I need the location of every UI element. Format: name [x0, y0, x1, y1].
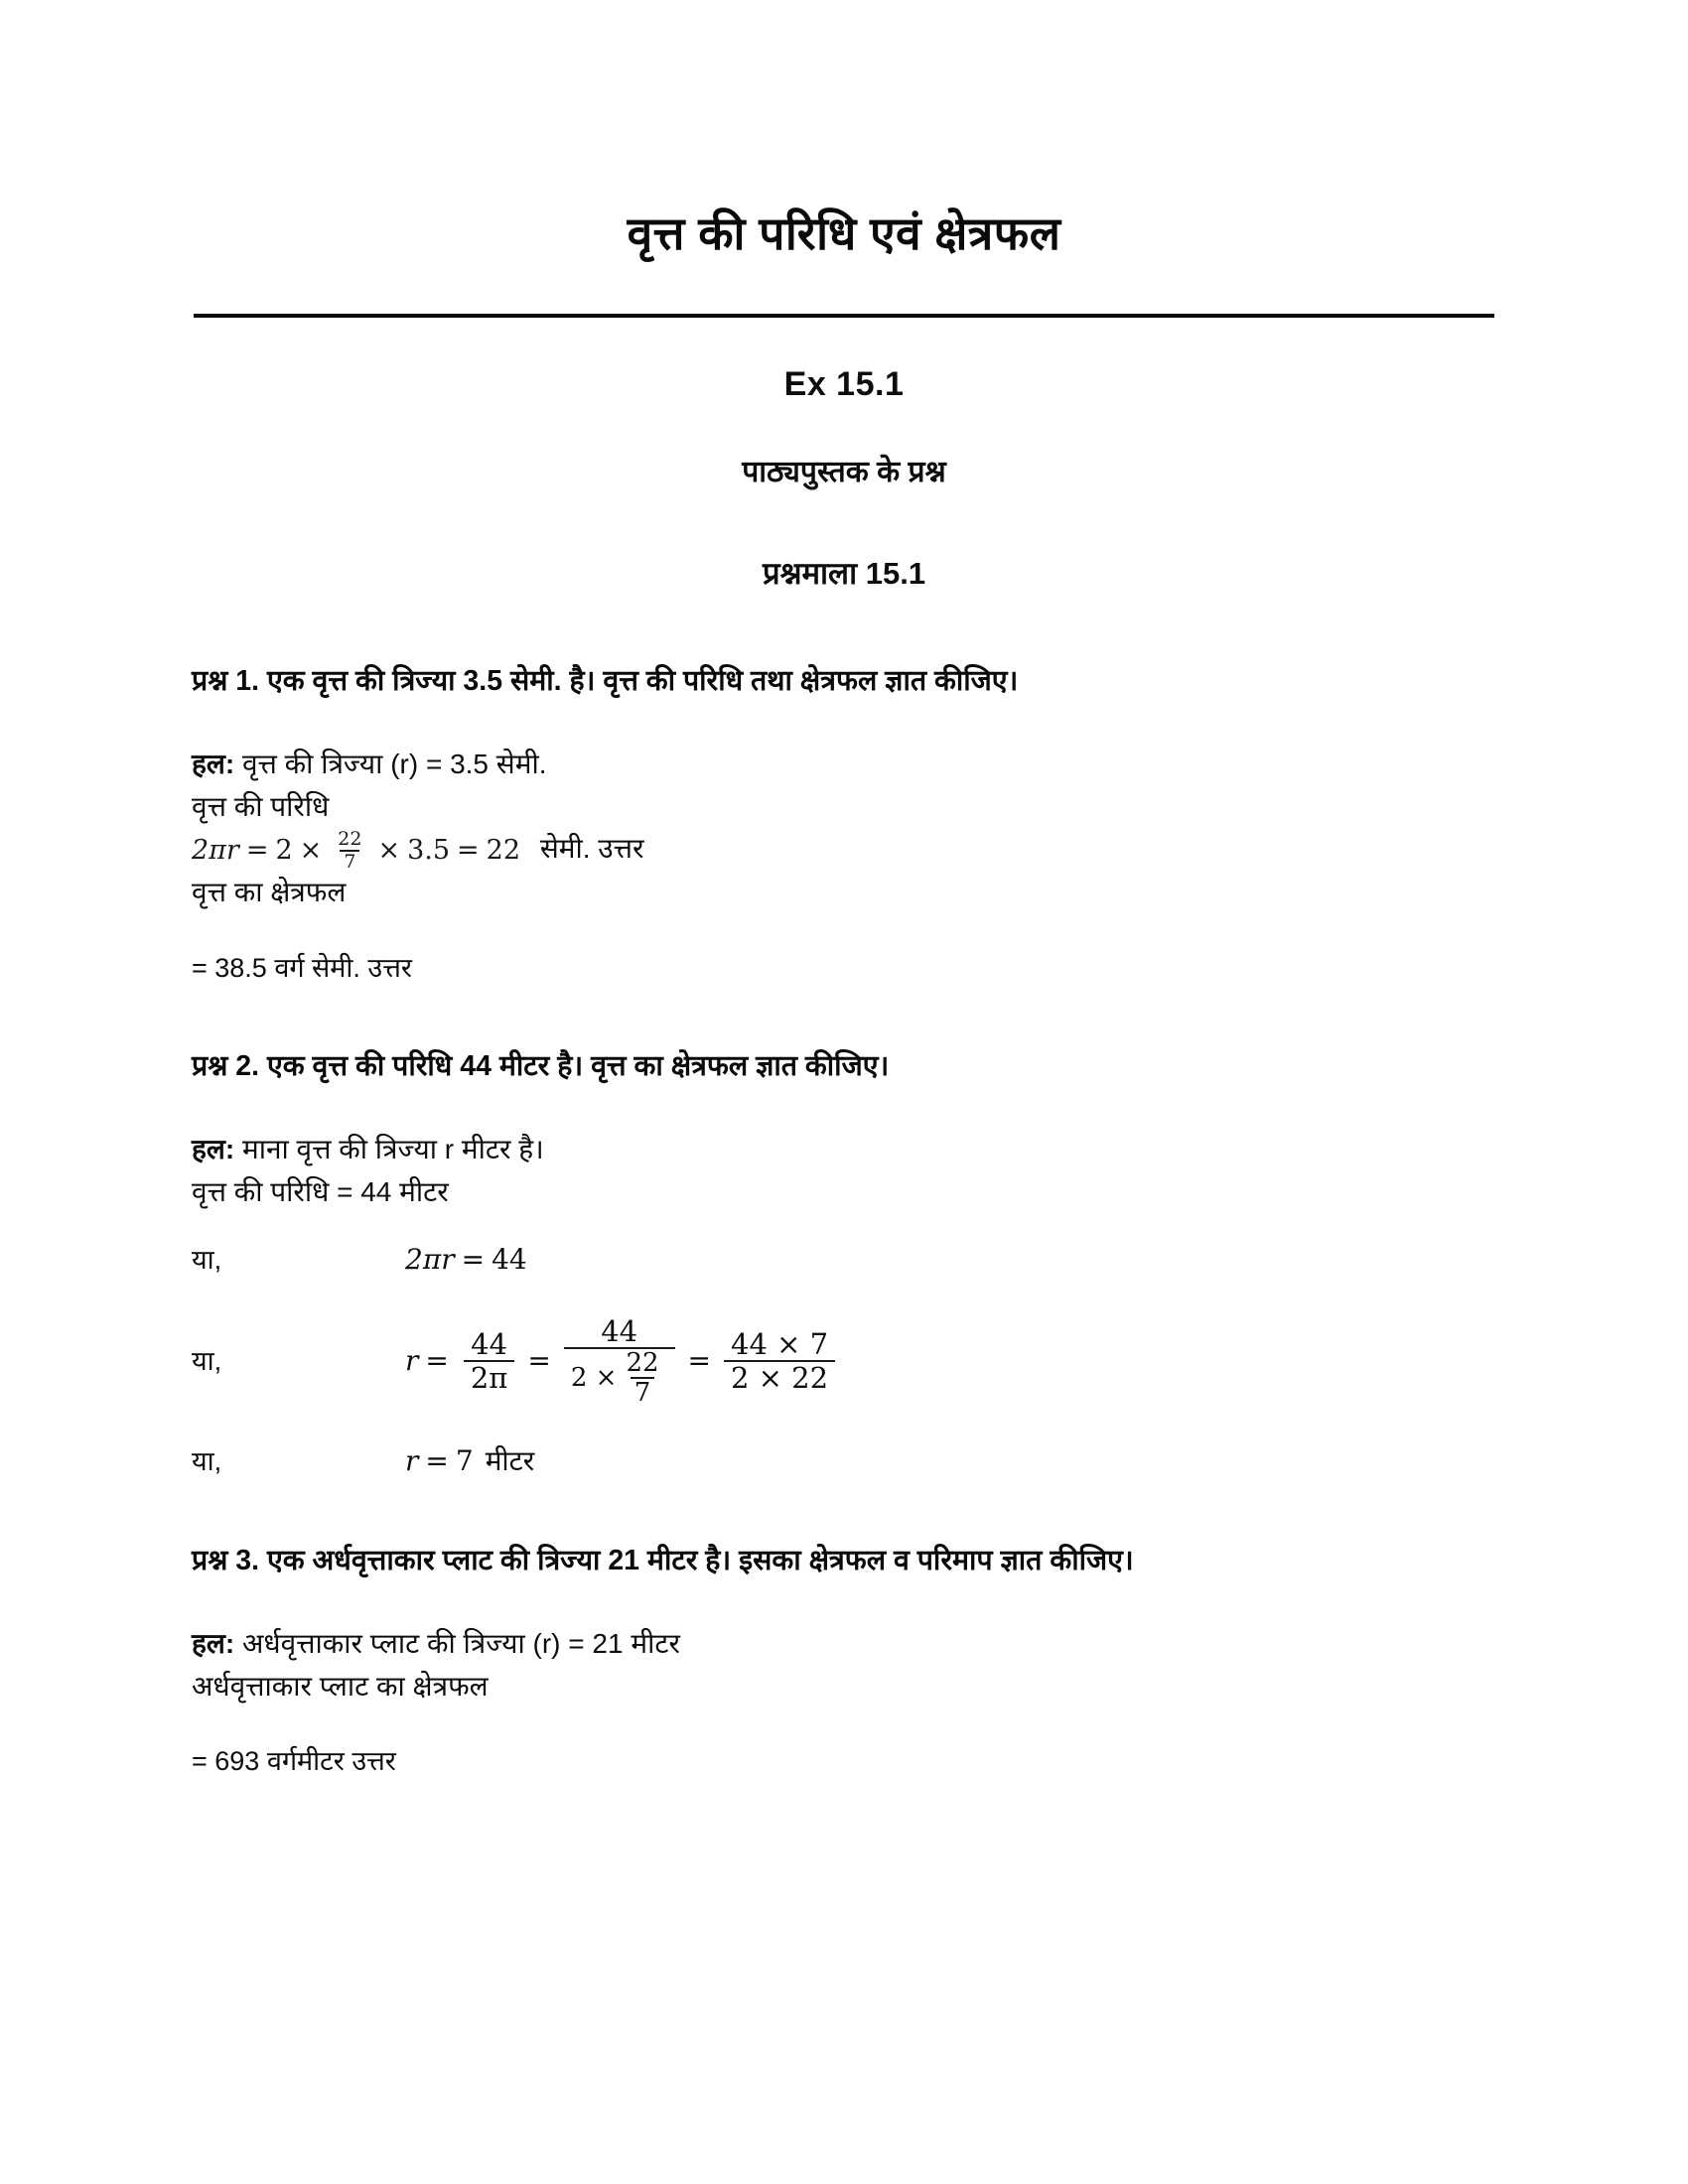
solution-given-line-1 — [192, 744, 1539, 786]
math-fraction-denominator-7: 7 — [340, 850, 359, 873]
eq2-fraction-44-over-2pi — [464, 1328, 515, 1395]
equation-expression-2-2 — [405, 1315, 843, 1408]
answer-line-3: = 693 वर्गमीटर उत्तर — [192, 1746, 396, 1777]
eq2-equals-3: = — [687, 1343, 711, 1377]
eq2-frac1-denominator: 2π — [464, 1360, 515, 1394]
exercise-header-block — [0, 365, 1688, 594]
eq2-frac2-numerator: 44 — [601, 1313, 638, 1348]
eq1-equals: = — [461, 1243, 486, 1277]
circumference-unit-1: सेमी. उत्तर — [539, 833, 644, 865]
eq1-rhs-44: 44 — [492, 1243, 527, 1277]
circumference-formula-1 — [192, 828, 1539, 872]
solution-given-2: माना वृत्त की त्रिज्या r मीटर है। — [241, 1134, 544, 1165]
math-equals-1: = — [245, 835, 269, 867]
equation-expression-2-3 — [405, 1440, 534, 1483]
solution-label-3: हल: — [192, 1628, 235, 1660]
exercise-heading: Ex 15.1 — [783, 364, 905, 403]
solution-block-1 — [192, 744, 1539, 989]
question-block-2 — [192, 1046, 1539, 1483]
questions-container — [192, 661, 1539, 1783]
eq2-nested-numerator-22: 22 — [626, 1348, 659, 1379]
eq2-nested-denominator-7: 7 — [631, 1377, 655, 1407]
question-prompt-3: प्रश्न 3. एक अर्धवृत्ताकार प्लाट की त्रिज्या 21 मीटर है। इसका क्षेत्रफल व परिमाप ज्ञात कीजिए। — [192, 1544, 1134, 1576]
eq2-frac2-denominator — [564, 1347, 675, 1407]
connector-ya-2: या, — [192, 1345, 222, 1376]
page-title: वृत्त की परिधि एवं क्षेत्रफल — [627, 206, 1061, 259]
question-prompt-2: प्रश्न 2. एक वृत्त की परिधि 44 मीटर है। वृत्त का क्षेत्रफल ज्ञात कीजिए। — [192, 1049, 890, 1082]
circumference-given-2: वृत्त की परिधि = 44 मीटर — [192, 1175, 449, 1207]
solution-given-line-3 — [192, 1623, 1539, 1666]
eq2-lhs-r: r — [405, 1343, 419, 1377]
connector-ya-3: या, — [192, 1446, 222, 1477]
question-prompt-1: प्रश्न 1. एक वृत्त की त्रिज्या 3.5 सेमी. है। वृत्त की परिधि तथा क्षेत्रफल ज्ञात कीजिए। — [192, 664, 1019, 697]
equation-row-2-3 — [192, 1440, 1539, 1483]
question-gap-2 — [192, 1483, 1539, 1541]
math-factor-2: 2 — [275, 835, 293, 867]
area-label-3: अर्धवृत्ताकार प्लाट का क्षेत्रफल — [192, 1670, 489, 1702]
solution-label-2: हल: — [192, 1134, 235, 1165]
math-equals-2: = — [457, 835, 480, 867]
solution-block-3 — [192, 1623, 1539, 1782]
eq3-rhs-7: 7 — [455, 1444, 474, 1478]
eq2-frac3-numerator: 44 × 7 — [731, 1326, 829, 1361]
solution-given-3: अर्धवृत्ताकार प्लाट की त्रिज्या (r) = 21 मीटर — [241, 1628, 680, 1660]
question-block-1 — [192, 661, 1539, 989]
solution-block-2 — [192, 1129, 1539, 1483]
eq1-lhs-2pir: 2πr — [405, 1243, 455, 1277]
equation-row-2-2 — [192, 1315, 1539, 1408]
math-result-22: 22 — [486, 835, 521, 867]
solution-label-1: हल: — [192, 749, 235, 780]
math-times-2: × — [377, 835, 401, 867]
equation-row-2-1 — [192, 1239, 1539, 1282]
eq3-equals: = — [425, 1444, 449, 1478]
eq2-frac3-denominator: 2 × 22 — [724, 1360, 835, 1394]
solution-given-1: वृत्त की त्रिज्या (r) = 3.5 सेमी. — [241, 749, 547, 780]
solution-given-line-2 — [192, 1129, 1539, 1171]
eq2-nested-fraction-22-over-7 — [622, 1349, 662, 1407]
equation-expression-2-1 — [405, 1239, 527, 1282]
math-radius-value: 3.5 — [407, 835, 451, 867]
math-fraction-22-over-7 — [334, 829, 365, 872]
question-set-heading: प्रश्नमाला 15.1 — [762, 555, 926, 591]
source-heading: पाठ्यपुस्तक के प्रश्न — [742, 455, 946, 488]
circumference-label-1: वृत्त की परिधि — [192, 790, 330, 822]
math-fraction-numerator-22: 22 — [338, 828, 362, 851]
eq2-fraction-44-over-2x22by7 — [564, 1315, 675, 1408]
eq2-fraction-44x7-over-2x22 — [724, 1328, 835, 1395]
eq3-unit-meter: मीटर — [485, 1445, 535, 1477]
title-divider — [194, 314, 1494, 318]
eq3-lhs-r: r — [405, 1444, 419, 1478]
area-label-1: वृत्त का क्षेत्रफल — [192, 877, 347, 908]
eq2-frac2-den-lead: 2 × — [570, 1362, 618, 1393]
math-times-1: × — [299, 835, 323, 867]
math-lhs-2pir: 2πr — [192, 835, 239, 867]
answer-line-1: = 38.5 वर्ग सेमी. उत्तर — [192, 952, 412, 983]
question-gap-1 — [192, 989, 1539, 1046]
math-expression-circumference — [192, 829, 520, 872]
eq2-equals-1: = — [425, 1343, 449, 1377]
eq2-frac1-numerator: 44 — [471, 1326, 508, 1361]
eq2-equals-2: = — [527, 1343, 551, 1377]
connector-ya-1: या, — [192, 1244, 222, 1275]
question-block-3 — [192, 1541, 1539, 1782]
